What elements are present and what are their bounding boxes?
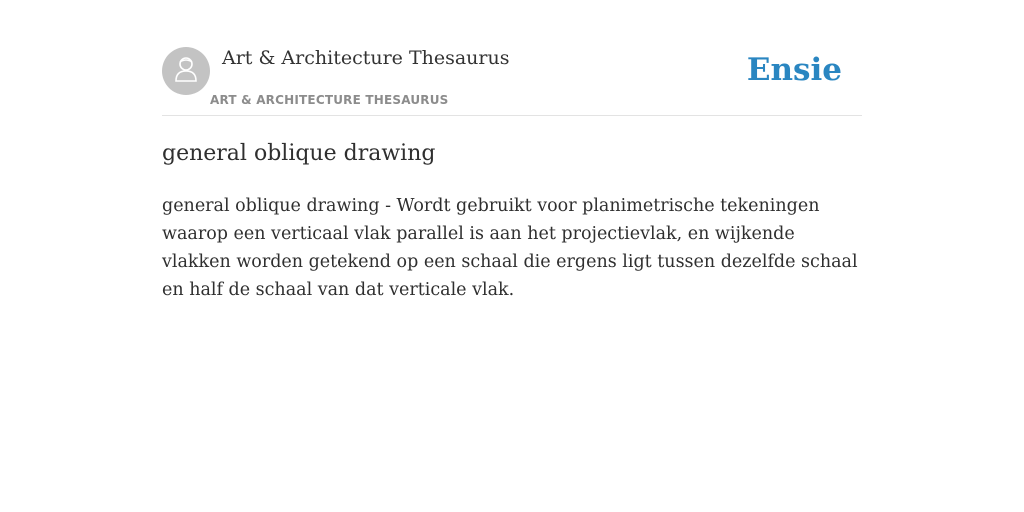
avatar[interactable] <box>162 47 210 95</box>
brand-logo[interactable]: Ensie <box>746 52 842 88</box>
user-icon <box>171 54 201 89</box>
entry-title: general oblique drawing <box>162 141 436 166</box>
entry-header <box>162 46 862 116</box>
source-label[interactable]: ART & ARCHITECTURE THESAURUS <box>210 93 449 107</box>
author-name[interactable]: Art & Architecture Thesaurus <box>222 47 510 69</box>
entry-definition: general oblique drawing - Wordt gebruikt voor planimetrische tekeningen waarop een verticaal vlak parallel is aan het projectievlak, en wijkende vlakken worden getekend op een schaal die ergens ligt tussen dezelfde schaal en half de schaal van dat verticale vlak. <box>162 196 858 300</box>
